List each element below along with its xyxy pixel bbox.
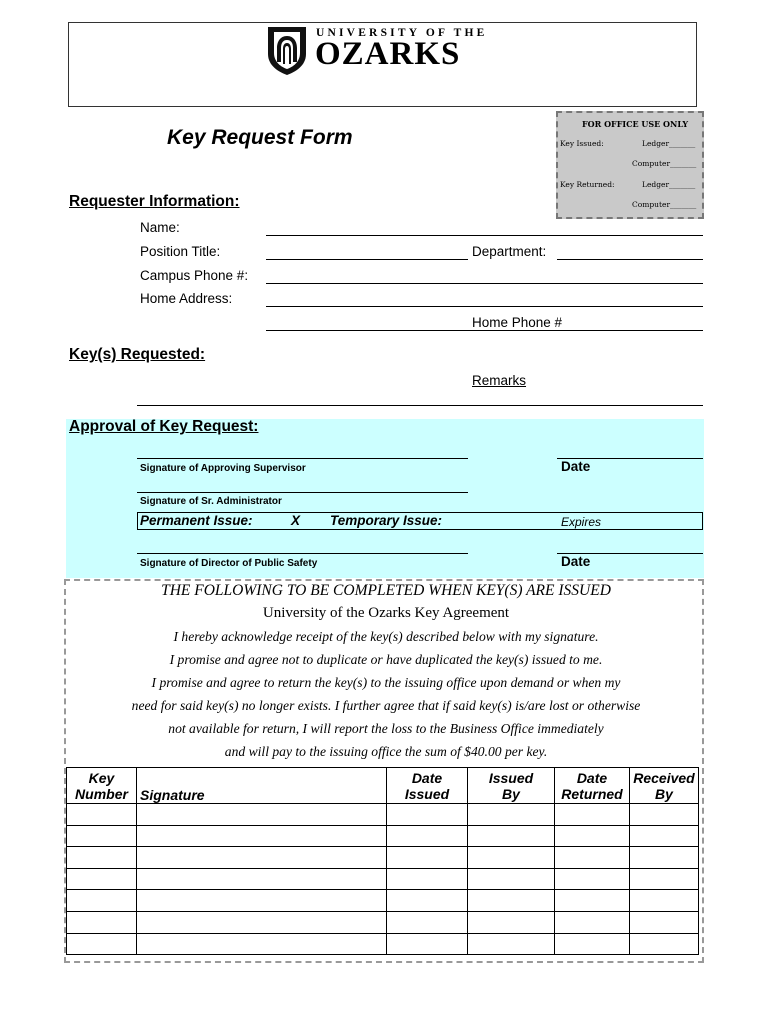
cell[interactable]: [387, 933, 468, 955]
home-address-field-2[interactable]: [266, 330, 703, 331]
table-row: [67, 804, 699, 826]
department-field[interactable]: [557, 259, 703, 260]
col-key-label: Key: [88, 769, 115, 786]
director-signature-label: Signature of Director of Public Safety: [140, 558, 318, 569]
campus-phone-field[interactable]: [266, 283, 703, 284]
supervisor-date-label: Date: [561, 459, 591, 474]
key-returned-label: Key Returned:: [560, 180, 615, 189]
table-row: [67, 890, 699, 912]
cell[interactable]: [137, 804, 387, 826]
form-title: Key Request Form: [167, 126, 353, 149]
cell[interactable]: [387, 847, 468, 869]
logo-main-text: OZARKS: [315, 36, 461, 72]
computer-returned: Computer_______: [632, 200, 697, 209]
table-row: [67, 847, 699, 869]
cell[interactable]: [67, 847, 137, 869]
cell[interactable]: [630, 847, 699, 869]
col-date-issued: [387, 768, 468, 804]
cell[interactable]: [555, 825, 630, 847]
ledger-returned: Ledger_______: [642, 180, 696, 189]
cell[interactable]: [468, 804, 555, 826]
cell[interactable]: [67, 933, 137, 955]
agreement-line: I promise and agree not to duplicate or have duplicated the key(s) issued to me.: [169, 652, 603, 667]
sr-admin-signature-label: Signature of Sr. Administrator: [140, 496, 282, 507]
agreement-line: and will pay to the issuing office the sum of $40.00 per key.: [224, 744, 548, 759]
temporary-issue-label: Temporary Issue:: [330, 513, 443, 528]
agreement-line: not available for return, I will report the loss to the Business Office immediately: [168, 721, 604, 736]
cell[interactable]: [387, 825, 468, 847]
requester-heading: Requester Information:: [69, 193, 240, 210]
cell[interactable]: [137, 825, 387, 847]
keys-requested-heading: Key(s) Requested:: [69, 346, 206, 363]
office-use-heading: FOR OFFICE USE ONLY: [582, 119, 689, 129]
col-key-number: [67, 768, 137, 804]
cell[interactable]: [468, 911, 555, 933]
cell[interactable]: [137, 890, 387, 912]
col-received-label: Received: [633, 769, 695, 786]
office-use-box: [556, 111, 704, 219]
supervisor-signature-label: Signature of Approving Supervisor: [140, 463, 306, 474]
cell[interactable]: [555, 847, 630, 869]
col-date-label: Date: [411, 769, 443, 786]
name-field[interactable]: [266, 235, 703, 236]
col-number-label: Number: [75, 785, 128, 802]
cell[interactable]: [137, 868, 387, 890]
col-signature: Signature: [137, 768, 387, 804]
position-label: Position Title:: [140, 244, 221, 259]
cell[interactable]: [630, 804, 699, 826]
home-phone-label: Home Phone #: [472, 315, 563, 330]
agreement-line: I promise and agree to return the key(s) to the issuing office upon demand or when my: [151, 675, 621, 690]
cell[interactable]: [630, 890, 699, 912]
home-address-field[interactable]: [266, 306, 703, 307]
col-issued-by: [468, 768, 555, 804]
col-returned-label: Returned: [561, 785, 623, 802]
cell[interactable]: [468, 868, 555, 890]
cell[interactable]: [630, 825, 699, 847]
agreement-line: need for said key(s) no longer exists. I further agree that if said key(s) is/are lost or otherwise: [131, 698, 641, 713]
cell[interactable]: [387, 911, 468, 933]
cell[interactable]: [67, 804, 137, 826]
agreement-heading: THE FOLLOWING TO BE COMPLETED WHEN KEY(S) ARE ISSUED: [161, 582, 611, 599]
expires-label: Expires: [561, 515, 602, 529]
position-field[interactable]: [266, 259, 468, 260]
director-date-label: Date: [561, 554, 591, 569]
ledger-issued: Ledger_______: [642, 139, 696, 148]
university-shield-logo: [265, 24, 309, 76]
cell[interactable]: [137, 847, 387, 869]
cell[interactable]: [67, 868, 137, 890]
cell[interactable]: [555, 868, 630, 890]
cell[interactable]: [67, 890, 137, 912]
name-label: Name:: [140, 220, 180, 235]
cell[interactable]: [630, 868, 699, 890]
cell[interactable]: [67, 911, 137, 933]
remarks-label: Remarks: [472, 373, 527, 388]
key-issue-table: [66, 767, 699, 955]
col-received-by: [630, 768, 699, 804]
cell[interactable]: [468, 847, 555, 869]
logo-top-text: UNIVERSITY OF THE: [316, 27, 488, 39]
cell[interactable]: [67, 825, 137, 847]
campus-phone-label: Campus Phone #:: [140, 268, 249, 283]
agreement-subheading: University of the Ozarks Key Agreement: [262, 605, 510, 621]
cell[interactable]: [630, 911, 699, 933]
cell[interactable]: [630, 933, 699, 955]
col-issued-label: Issued: [404, 785, 450, 802]
keys-requested-field[interactable]: [137, 405, 703, 406]
permanent-issue-label: Permanent Issue:: [140, 513, 253, 528]
cell[interactable]: [387, 868, 468, 890]
cell[interactable]: [137, 911, 387, 933]
director-signature-field[interactable]: [137, 553, 468, 554]
col-date-label: Date: [576, 769, 608, 786]
supervisor-signature-field[interactable]: [137, 458, 468, 459]
key-issued-label: Key Issued:: [560, 139, 604, 148]
cell[interactable]: [387, 890, 468, 912]
agreement-line: I hereby acknowledge receipt of the key(s) described below with my signature.: [173, 629, 599, 644]
col-by-label: By: [502, 785, 520, 802]
table-row: [67, 933, 699, 955]
cell[interactable]: [555, 804, 630, 826]
cell[interactable]: [555, 911, 630, 933]
table-row: [67, 911, 699, 933]
cell[interactable]: [468, 890, 555, 912]
col-date-returned: [555, 768, 630, 804]
table-row: [67, 868, 699, 890]
computer-issued: Computer_______: [632, 159, 697, 168]
cell[interactable]: [468, 933, 555, 955]
permanent-issue-mark[interactable]: X: [291, 513, 301, 528]
cell[interactable]: [137, 933, 387, 955]
cell[interactable]: [387, 804, 468, 826]
home-address-label: Home Address:: [140, 291, 233, 306]
sr-admin-signature-field[interactable]: [137, 492, 468, 493]
cell[interactable]: [555, 890, 630, 912]
col-by-label: By: [655, 785, 673, 802]
cell[interactable]: [555, 933, 630, 955]
col-issued-label: Issued: [488, 769, 534, 786]
approval-heading: Approval of Key Request:: [69, 418, 259, 435]
table-row: [67, 825, 699, 847]
department-label: Department:: [472, 244, 547, 259]
cell[interactable]: [468, 825, 555, 847]
